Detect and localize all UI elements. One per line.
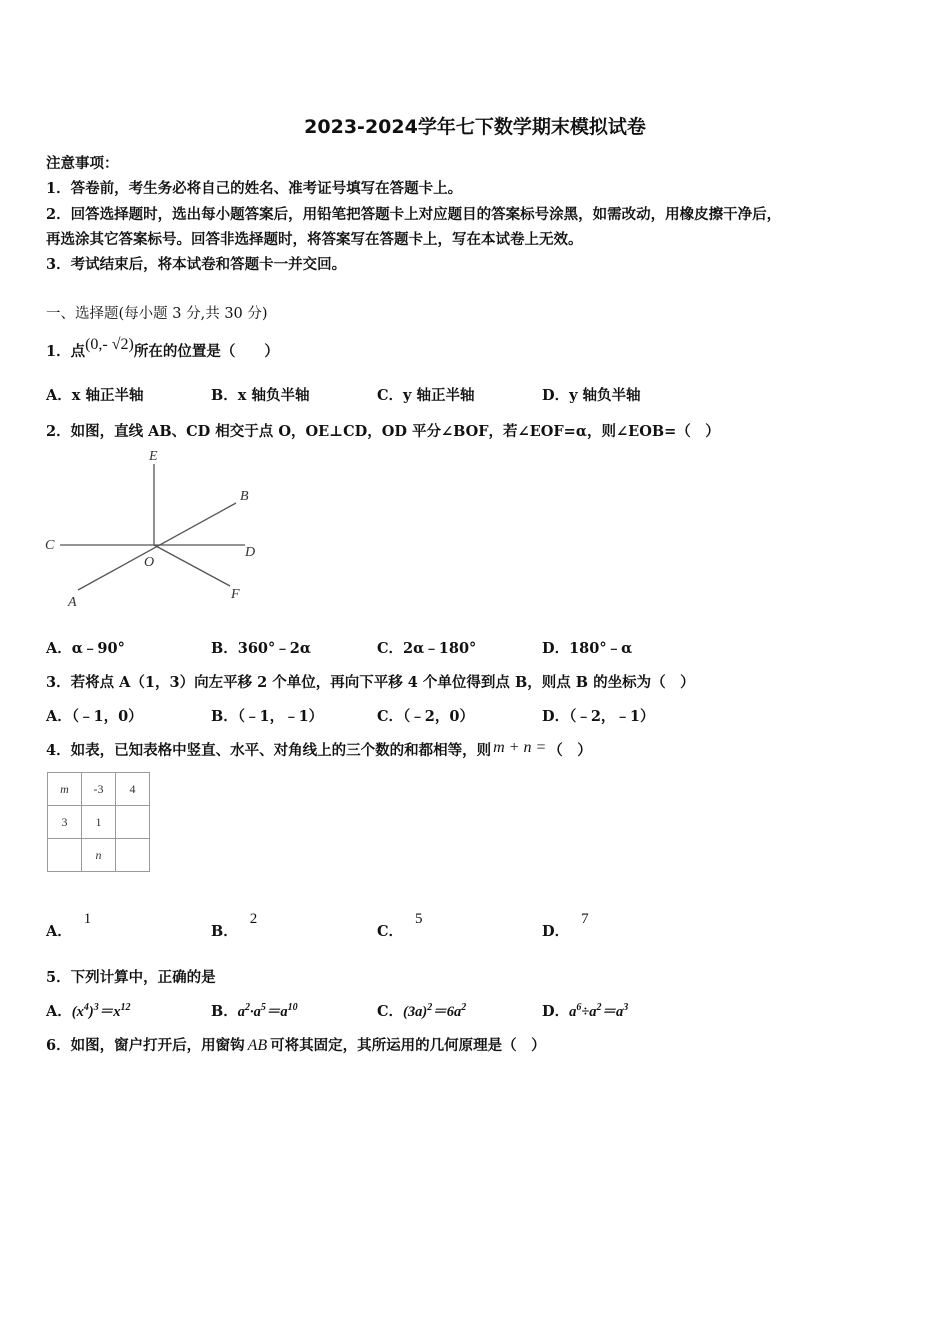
q5-d-base: a xyxy=(569,1004,577,1020)
q3-option-a[interactable]: A．（﹣1，0） xyxy=(46,708,143,725)
q4-option-b-letter: B． xyxy=(211,923,238,940)
q4-option-a[interactable] xyxy=(46,911,92,941)
table-cell: m xyxy=(48,773,82,806)
q5-c-exp3: 2 xyxy=(461,1002,467,1014)
page-title: 2023-2024学年七下数学期末模拟试卷 xyxy=(304,116,646,138)
notice-item-2-cont: 再选涂其它答案标号。回答非选择题时，将答案写在答题卡上，写在本试卷上无效。 xyxy=(46,231,583,248)
q2-figure xyxy=(40,442,270,617)
q5-b-exp2: 5 xyxy=(260,1002,266,1014)
q5-b-mid: ·a xyxy=(250,1004,261,1020)
table-cell: n xyxy=(82,839,116,872)
q5-d-label: D． xyxy=(542,1003,570,1020)
q5-a-exp3: 12 xyxy=(120,1002,131,1014)
table-cell xyxy=(116,806,150,839)
q4-prefix: 4．如表，已知表格中竖直、水平、对角线上的三个数的和都相等，则 xyxy=(46,742,492,759)
table-cell xyxy=(116,839,150,872)
q5-option-a[interactable] xyxy=(46,1000,130,1021)
q5-option-d[interactable] xyxy=(542,1000,628,1021)
q5-option-c[interactable] xyxy=(377,1000,466,1021)
q5-a-expr xyxy=(72,1004,131,1020)
table-cell: -3 xyxy=(82,773,116,806)
q5-a-mid: ) xyxy=(88,1004,94,1020)
q4-math: m + n = xyxy=(493,739,547,756)
label-o: O xyxy=(144,555,155,570)
q4-option-d-letter: D． xyxy=(542,923,570,940)
q4-table xyxy=(47,772,150,872)
table-cell: 1 xyxy=(82,806,116,839)
q4-option-b[interactable] xyxy=(211,911,258,941)
q5-d-exp3: 3 xyxy=(623,1002,629,1014)
q5-c-expr xyxy=(403,1004,466,1020)
question-6 xyxy=(46,1034,546,1055)
question-4 xyxy=(46,739,592,760)
section-heading: 一、选择题(每小题 3 分,共 30 分) xyxy=(46,306,268,322)
q3-option-d[interactable]: D．（﹣2，﹣1） xyxy=(542,708,655,725)
q2-option-a[interactable]: A．α﹣90° xyxy=(46,640,125,657)
q5-b-exp1: 2 xyxy=(245,1002,251,1014)
q5-a-label: A． xyxy=(46,1003,72,1020)
q5-c-tail: ＝6a xyxy=(432,1004,462,1020)
q5-c-exp1: 2 xyxy=(427,1002,433,1014)
table-cell: 4 xyxy=(116,773,150,806)
q5-d-exp2: 2 xyxy=(596,1002,602,1014)
q4-option-a-value: 1 xyxy=(83,911,92,927)
q5-option-b[interactable] xyxy=(211,1000,298,1021)
ray-of xyxy=(154,545,230,586)
table-row xyxy=(48,773,150,806)
q4-suffix: （ ） xyxy=(548,742,592,759)
label-c: C xyxy=(45,538,55,553)
q1-option-d[interactable]: D．y 轴负半轴 xyxy=(542,387,641,404)
q5-d-expr xyxy=(569,1004,628,1020)
label-f: F xyxy=(231,587,240,602)
q5-c-label: C． xyxy=(377,1003,404,1020)
q5-b-expr xyxy=(238,1004,298,1020)
question-3: 3．若将点 A（1，3）向左平移 2 个单位，再向下平移 4 个单位得到点 B，则点 B 的坐标为（ ） xyxy=(46,674,695,691)
notice-item-3: 3．考试结束后，将本试卷和答题卡一并交回。 xyxy=(46,256,347,273)
question-1 xyxy=(46,336,279,361)
q5-a-exp2: 3 xyxy=(93,1002,99,1014)
label-d: D xyxy=(245,545,256,560)
label-b: B xyxy=(240,489,249,504)
notice-item-2: 2．回答选择题时，选出每小题答案后，用铅笔把答题卡上对应题目的答案标号涂黑，如需改动，用橡皮擦干净后， xyxy=(46,206,782,223)
q6-suffix: 可将其固定，其所运用的几何原理是（ ） xyxy=(270,1037,546,1054)
q5-b-base: a xyxy=(237,1004,246,1020)
q1-option-b[interactable]: B．x 轴负半轴 xyxy=(211,387,310,404)
q5-b-exp3: 10 xyxy=(287,1002,298,1014)
q4-option-c-value: 5 xyxy=(415,911,423,927)
notice-heading: 注意事项： xyxy=(46,155,119,172)
q2-option-c[interactable]: C．2α﹣180° xyxy=(377,640,477,657)
q6-prefix: 6．如图，窗户打开后，用窗钩 xyxy=(46,1037,245,1054)
table-cell: 3 xyxy=(48,806,82,839)
q5-d-tail: ＝a xyxy=(601,1004,624,1020)
q5-b-label: B． xyxy=(211,1003,238,1020)
label-e: E xyxy=(149,449,158,464)
q5-c-base: (3a) xyxy=(403,1004,428,1020)
q4-option-a-letter: A． xyxy=(46,923,72,940)
q2-option-d[interactable]: D．180°﹣α xyxy=(542,640,633,657)
question-5: 5．下列计算中，正确的是 xyxy=(46,969,216,986)
q4-option-b-value: 2 xyxy=(249,911,258,927)
table-cell xyxy=(48,839,82,872)
q1-math: (0,- √2) xyxy=(85,336,134,353)
table-row xyxy=(48,806,150,839)
q4-option-d-value: 7 xyxy=(581,911,589,927)
q4-option-c[interactable] xyxy=(377,911,423,941)
q1-option-c[interactable]: C．y 轴正半轴 xyxy=(377,387,475,404)
q3-option-b[interactable]: B．（﹣1，﹣1） xyxy=(211,708,324,725)
label-a: A xyxy=(68,595,77,610)
q3-option-c[interactable]: C．（﹣2，0） xyxy=(377,708,474,725)
q5-a-exp1: 4 xyxy=(83,1002,89,1014)
q1-suffix: 所在的位置是（ ） xyxy=(133,343,279,360)
question-2: 2．如图，直线 AB、CD 相交于点 O，OE⊥CD，OD 平分∠BOF，若∠EOF=α，则∠EOB=（ ） xyxy=(46,423,720,440)
q5-b-tail: ＝a xyxy=(265,1004,288,1020)
q1-option-a[interactable]: A．x 轴正半轴 xyxy=(46,387,144,404)
q2-option-b[interactable]: B．360°﹣2α xyxy=(211,640,312,657)
q1-prefix: 1．点 xyxy=(46,343,86,360)
q4-option-c-letter: C． xyxy=(377,923,404,940)
q5-d-exp1: 6 xyxy=(576,1002,582,1014)
q6-math: AB xyxy=(247,1037,268,1054)
table-row xyxy=(48,839,150,872)
q4-option-d[interactable] xyxy=(542,911,589,941)
q5-a-tail: ＝x xyxy=(98,1004,121,1020)
q5-a-base: (x xyxy=(71,1004,84,1020)
notice-item-1: 1．答卷前，考生务必将自己的姓名、准考证号填写在答题卡上。 xyxy=(46,180,463,197)
q5-d-mid: ÷a xyxy=(581,1004,597,1020)
